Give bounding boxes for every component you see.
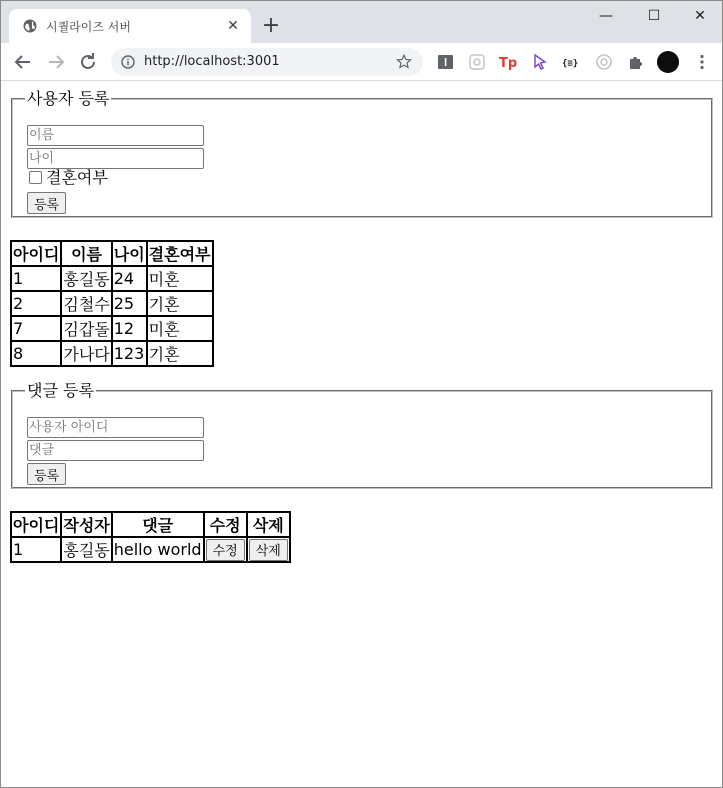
close-window-button[interactable]: ✕: [694, 8, 706, 24]
user-married-cell: 미혼: [147, 316, 213, 341]
browser-toolbar: [1, 43, 722, 81]
delete-comment-button[interactable]: 삭제: [249, 539, 288, 561]
user-col-id: 아이디: [11, 241, 61, 266]
user-name-cell[interactable]: 가나다: [61, 341, 111, 366]
table-row[interactable]: [11, 266, 213, 291]
tab-title: 시퀄라이즈 서버: [46, 20, 131, 34]
user-id-cell: 1: [11, 266, 61, 291]
comment-col-edit: 수정: [204, 512, 247, 537]
user-col-age: 나이: [112, 241, 147, 266]
extensions-puzzle-icon[interactable]: [627, 53, 645, 71]
user-id-cell: 8: [11, 341, 61, 366]
forward-arrow-icon[interactable]: [44, 50, 68, 74]
puzzle-gray-icon[interactable]: [468, 53, 486, 71]
table-row: [11, 537, 290, 562]
comment-register-fieldset: [11, 383, 713, 489]
edit-comment-button[interactable]: 수정: [206, 539, 245, 561]
profile-avatar-icon[interactable]: [657, 51, 679, 73]
url-text: http://localhost:3001: [144, 54, 280, 69]
comment-table: [10, 511, 291, 563]
info-extension-icon[interactable]: [437, 53, 455, 71]
tab-strip: [1, 1, 722, 43]
name-input[interactable]: [27, 125, 204, 146]
comment-input[interactable]: [27, 440, 204, 461]
user-id-cell: 7: [11, 316, 61, 341]
comment-table-header-row: [11, 512, 290, 537]
cursor-extension-icon[interactable]: [531, 53, 549, 71]
tp-extension-icon[interactable]: [499, 53, 517, 71]
married-checkbox[interactable]: [29, 171, 42, 184]
comment-text-cell: hello world: [112, 537, 204, 562]
table-row[interactable]: [11, 291, 213, 316]
comment-col-id: 아이디: [11, 512, 61, 537]
comment-col-author: 작성자: [61, 512, 111, 537]
user-married-cell: 기혼: [147, 341, 213, 366]
table-row[interactable]: [11, 316, 213, 341]
user-age-cell: 25: [112, 291, 147, 316]
married-row: [29, 169, 108, 187]
comment-register-legend: 댓글 등록: [27, 381, 94, 400]
user-age-cell: 12: [112, 316, 147, 341]
user-submit-button[interactable]: 등록: [27, 192, 66, 214]
user-register-legend: 사용자 등록: [27, 89, 110, 108]
user-name-cell[interactable]: 홍길동: [61, 266, 111, 291]
comment-id-cell: 1: [11, 537, 61, 562]
comment-edit-cell: [204, 537, 247, 562]
table-row[interactable]: [11, 341, 213, 366]
menu-dots-icon[interactable]: [693, 53, 711, 71]
user-name-cell[interactable]: 김갑돌: [61, 316, 111, 341]
maximize-button[interactable]: ☐: [647, 8, 661, 24]
user-table: [10, 240, 214, 367]
userid-input[interactable]: [27, 417, 204, 438]
svg-text:{≡}: {≡}: [562, 59, 579, 69]
user-age-cell: 24: [112, 266, 147, 291]
info-icon[interactable]: [121, 55, 135, 69]
user-married-cell: 기혼: [147, 291, 213, 316]
user-table-header-row: [11, 241, 213, 266]
comment-col-comment: 댓글: [112, 512, 204, 537]
new-tab-button[interactable]: +: [261, 13, 281, 38]
user-name-cell[interactable]: 김철수: [61, 291, 111, 316]
page-content: [1, 82, 722, 787]
comment-col-delete: 삭제: [247, 512, 290, 537]
comment-author-cell: 홍길동: [61, 537, 111, 562]
user-married-cell: 미혼: [147, 266, 213, 291]
married-label: 결혼여부: [46, 168, 108, 187]
radar-extension-icon[interactable]: [595, 53, 613, 71]
comment-delete-cell: [247, 537, 290, 562]
globe-icon: [23, 19, 37, 33]
browser-tab[interactable]: [9, 9, 251, 43]
bookmark-star-icon[interactable]: [395, 53, 413, 71]
svg-text:Tp: Tp: [499, 56, 517, 71]
user-age-cell: 123: [112, 341, 147, 366]
age-input[interactable]: [27, 148, 204, 169]
user-col-name: 이름: [61, 241, 111, 266]
user-register-fieldset: [11, 91, 713, 218]
user-id-cell: 2: [11, 291, 61, 316]
comment-submit-button[interactable]: 등록: [27, 463, 66, 485]
json-extension-icon[interactable]: [562, 53, 580, 71]
reload-icon[interactable]: [76, 50, 100, 74]
minimize-button[interactable]: —: [599, 8, 613, 24]
user-col-married: 결혼여부: [147, 241, 213, 266]
address-bar[interactable]: [111, 48, 423, 76]
back-arrow-icon[interactable]: [11, 50, 35, 74]
close-tab-icon[interactable]: ✕: [227, 18, 239, 34]
